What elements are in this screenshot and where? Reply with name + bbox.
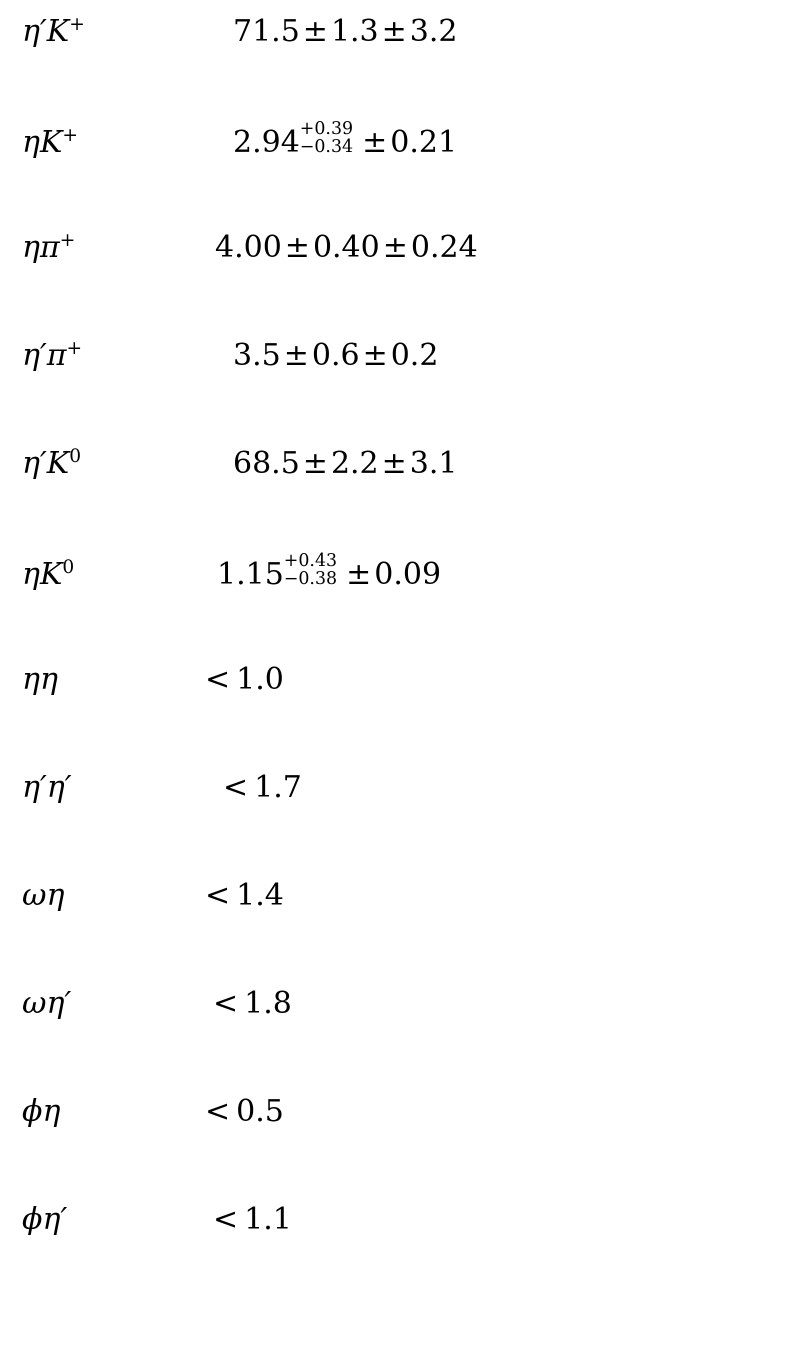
branching-fraction-cell: < 1.1	[213, 1202, 292, 1237]
table-row	[0, 878, 800, 986]
table-row	[0, 1094, 800, 1202]
branching-fraction-cell: 68.5 ± 2.2 ± 3.1	[233, 446, 458, 481]
decay-mode-cell: ηK+	[22, 124, 78, 160]
table-row	[0, 119, 800, 230]
branching-fraction-cell: 3.5 ± 0.6 ± 0.2	[233, 338, 439, 373]
decay-mode-cell: ϕη′	[22, 1202, 68, 1237]
decay-mode-cell: ηη	[22, 662, 58, 697]
decay-mode-cell: ωη	[22, 878, 65, 913]
table-row	[0, 770, 800, 878]
decay-mode-cell: $\eta'K^0$	[22, 446, 82, 481]
decay-mode-cell: η′K+	[22, 14, 85, 49]
decay-mode-cell: η′η′	[22, 770, 72, 805]
decay-mode-cell: ϕη	[22, 1094, 61, 1129]
branching-fraction-cell: 2.94 +0.39 −0.34 ± 0.21	[233, 119, 458, 160]
decay-mode-cell: $\eta K^0$	[22, 556, 75, 592]
branching-fraction-cell: < 1.8	[213, 986, 292, 1021]
branching-fraction-cell: < 1.4	[205, 878, 284, 913]
decay-mode-cell: η′π+	[22, 338, 83, 373]
table-row	[0, 986, 800, 1094]
decay-mode-cell: ωη′	[22, 986, 72, 1021]
branching-fraction-cell: 4.00 ± 0.40 ± 0.24	[215, 230, 478, 265]
table-row	[0, 338, 800, 446]
table-row	[0, 551, 800, 662]
branching-fraction-cell: < 1.7	[223, 770, 302, 805]
branching-fraction-cell: < 1.0	[205, 662, 284, 697]
branching-fraction-cell: < 0.5	[205, 1094, 284, 1129]
table-row	[0, 662, 800, 770]
decay-mode-cell: ηπ+	[22, 230, 76, 265]
branching-fraction-cell: 1.15 +0.43 −0.38 ± 0.09	[217, 551, 442, 592]
table-row	[0, 14, 800, 122]
table-row	[0, 446, 800, 554]
table-row	[0, 1202, 800, 1310]
table-row	[0, 230, 800, 338]
branching-fraction-cell: 71.5 ± 1.3 ± 3.2	[233, 14, 458, 49]
